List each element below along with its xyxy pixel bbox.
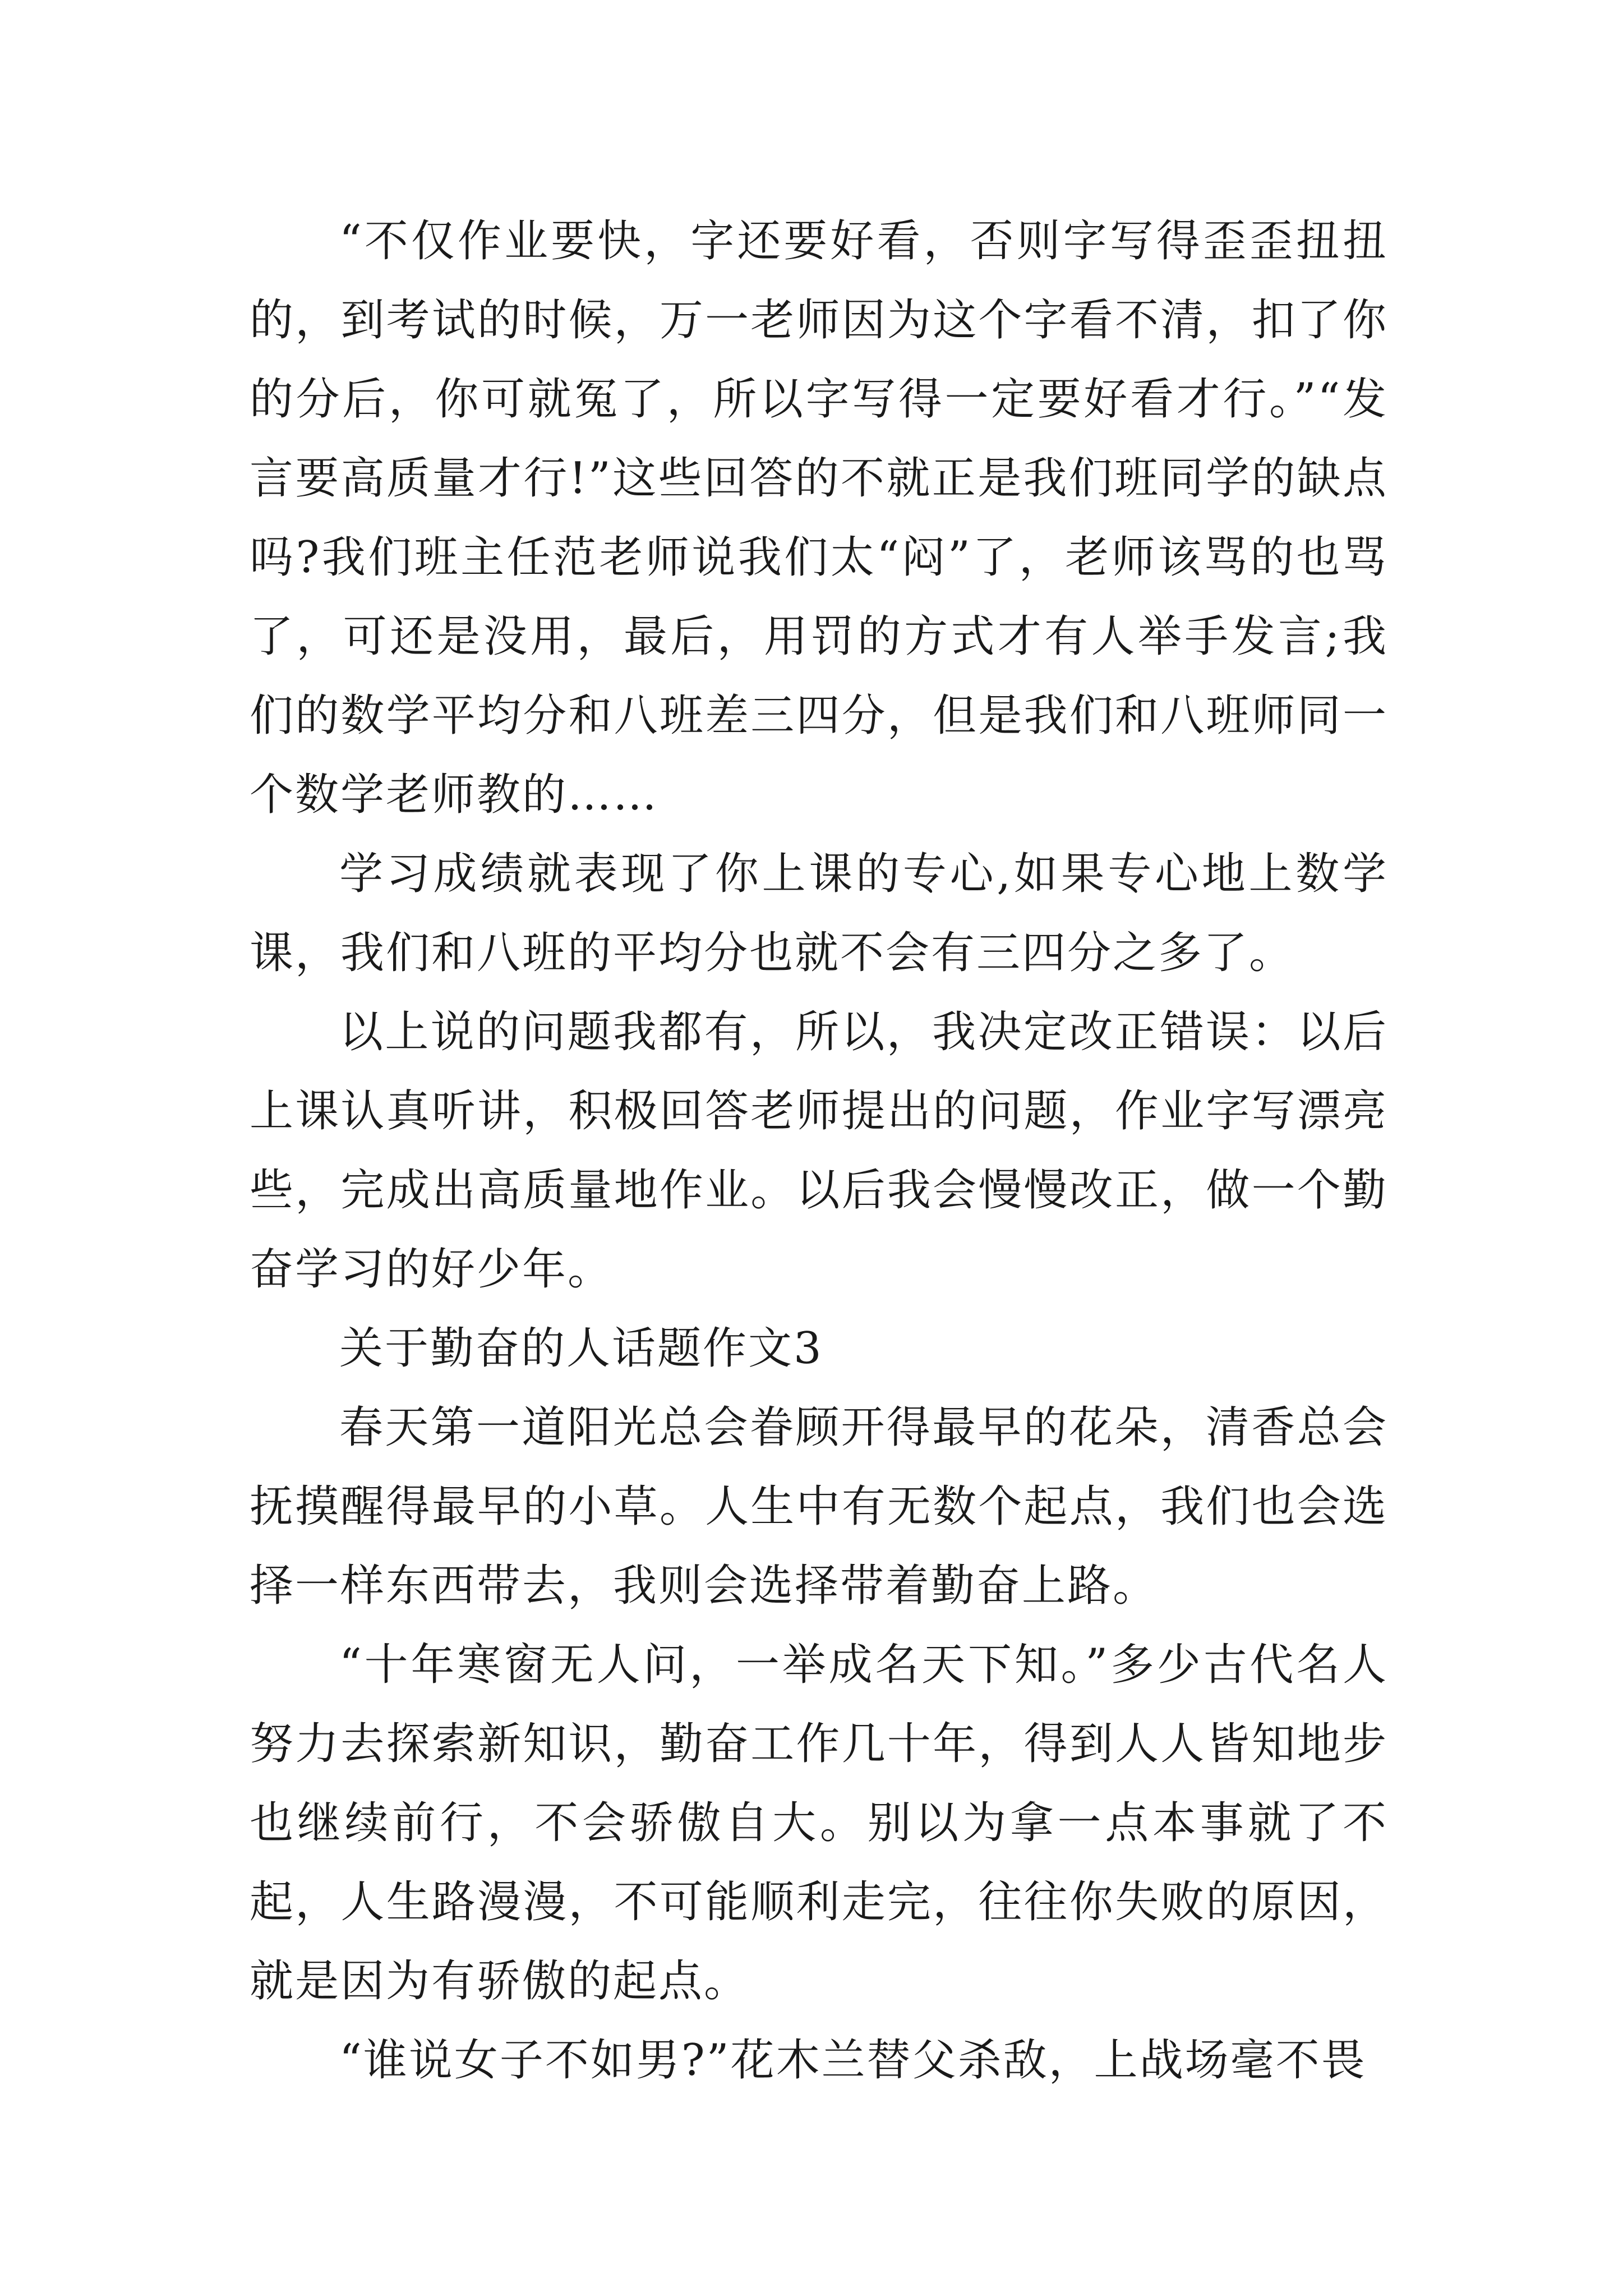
paragraph-resolution: 以上说的问题我都有，所以，我决定改正错误：以后上课认真听讲，积极回答老师提出的问题，作业字写漂亮些，完成出高质量地作业。以后我会慢慢改正，做一个勤奋学习的好少年。 bbox=[250, 1007, 1388, 1295]
paragraph-hua-mulan: “谁说女子不如男?”花木兰替父杀敌，上战场毫不畏 bbox=[339, 2035, 1367, 2086]
article-body bbox=[250, 202, 1388, 2100]
section-heading: 关于勤奋的人话题作文3 bbox=[339, 1323, 823, 1374]
paragraph-study-focus: 学习成绩就表现了你上课的专心,如果专心地上数学课，我们和八班的平均分也就不会有三四分之多了。 bbox=[250, 849, 1388, 978]
paragraph-ancient-scholars: “十年寒窗无人问，一举成名天下知。”多少古代名人努力去探索新知识，勤奋工作几十年，得到人人皆知地步也继续前行，不会骄傲自大。别以为拿一点本事就了不起，人生路漫漫，不可能顺利走完，往往你失败的原因，就是因为有骄傲的起点。 bbox=[250, 1640, 1388, 2007]
paragraph-spring-intro: 春天第一道阳光总会眷顾开得最早的花朵，清香总会抚摸醒得最早的小草。人生中有无数个起点，我们也会选择一样东西带去，我则会选择带着勤奋上路。 bbox=[250, 1402, 1388, 1611]
paragraph-homework-quality: “不仅作业要快，字还要好看，否则字写得歪歪扭扭的，到考试的时候，万一老师因为这个字看不清，扣了你的分后，你可就冤了，所以字写得一定要好看才行。”“发言要高质量才行!”这些回答的不就正是我们班同学的缺点吗?我们班主任范老师说我们太“闷”了，老师该骂的也骂了，可还是没用，最后，用罚的方式才有人举手发言;我们的数学平均分和八班差三四分，但是我们和八班师同一个数学老师教的…… bbox=[250, 216, 1388, 820]
